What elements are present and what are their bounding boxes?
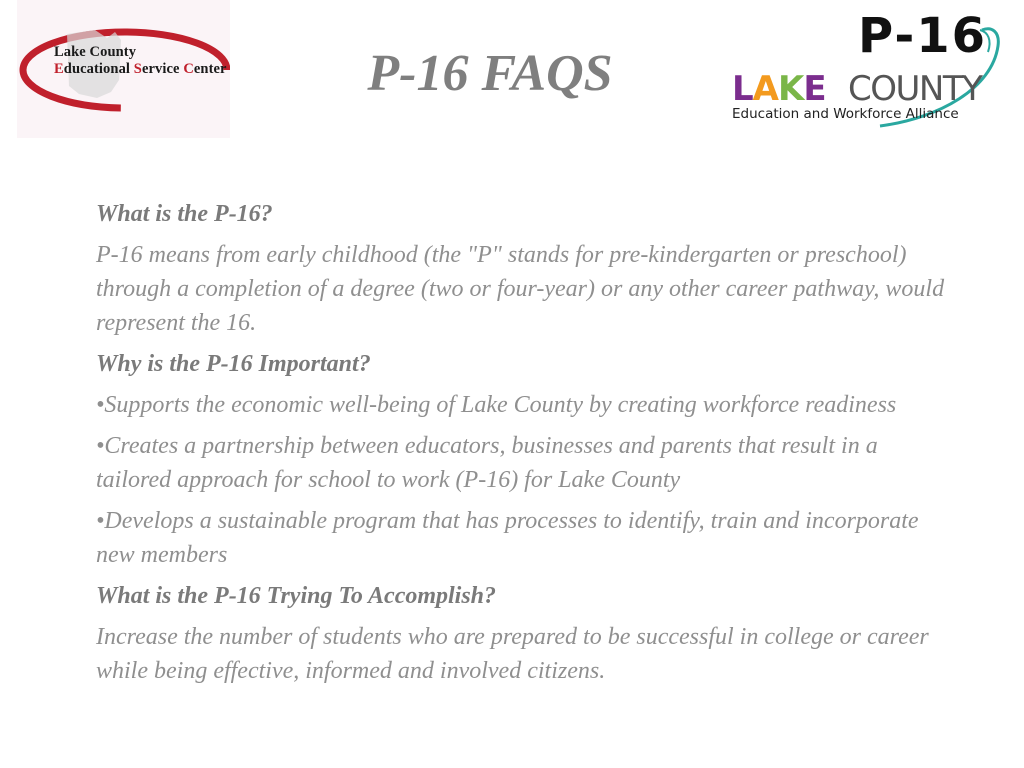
question-what-is: What is the P-16? xyxy=(96,201,273,227)
bullet-item: •Supports the economic well-being of Lake County by creating workforce readiness xyxy=(96,392,897,418)
county-wordmark: COUNTY xyxy=(848,69,982,109)
bullet-item: •Creates a partnership between educators, businesses and parents that result in a tailored approach for school to work (P-16) for Lake County xyxy=(96,433,878,493)
lake-wordmark: LAKE xyxy=(732,69,826,109)
page-title: P-16 FAQS xyxy=(367,45,613,102)
lake-county-esc-logo xyxy=(17,0,230,138)
bullet-item: •Develops a sustainable program that has processes to identify, train and incorporate new members xyxy=(96,508,919,568)
logo-line-esc: Educational Service Center xyxy=(54,61,227,77)
logo-line-lake-county: Lake County xyxy=(54,44,137,60)
p16-lake-county-logo xyxy=(730,8,1010,133)
answer-what-is: P-16 means from early childhood (the "P" stands for pre-kindergarten or preschool) through a completion of a degree (two or four-year) or any other career pathway, would represent the 16. xyxy=(96,242,945,336)
question-accomplish: What is the P-16 Trying To Accomplish? xyxy=(96,583,497,609)
p16-wordmark: P-16 xyxy=(858,8,988,64)
alliance-subtitle: Education and Workforce Alliance xyxy=(732,106,959,122)
question-why-important: Why is the P-16 Important? xyxy=(96,351,371,377)
answer-accomplish: Increase the number of students who are prepared to be successful in college or career while being effective, informed and involved citizens. xyxy=(96,624,929,684)
faq-content xyxy=(96,197,946,695)
